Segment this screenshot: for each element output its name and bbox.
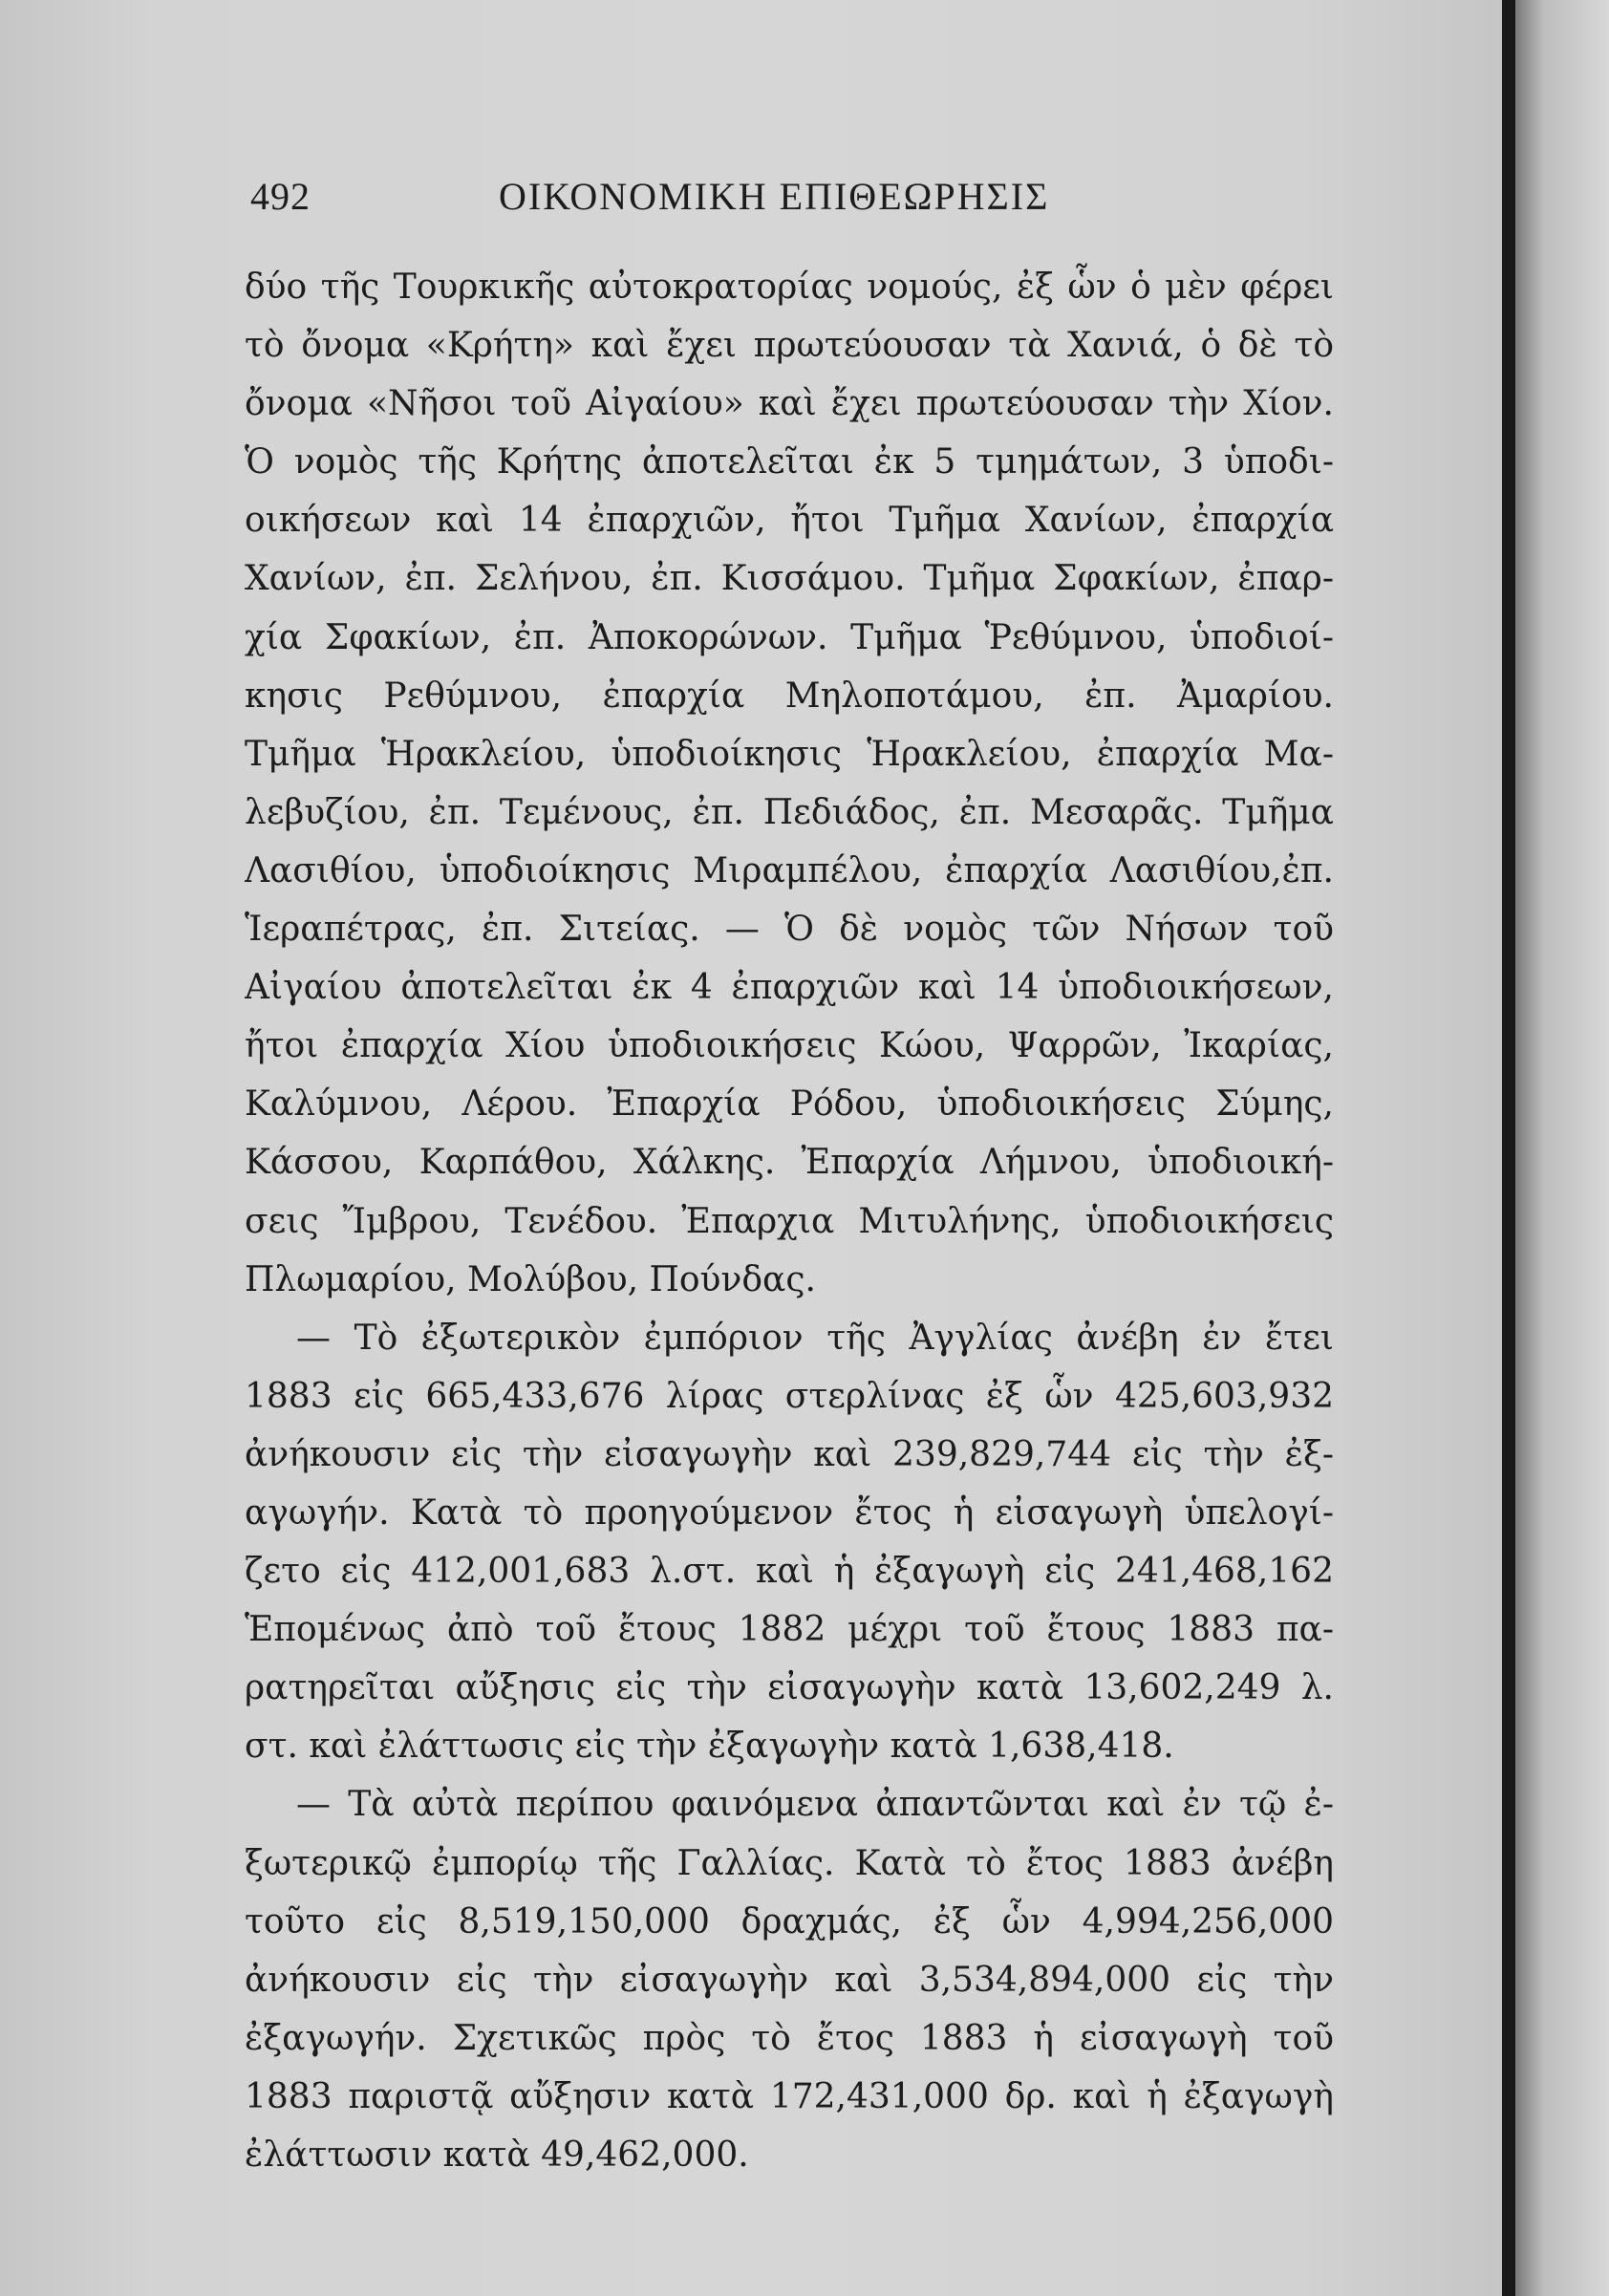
text-line: σεις Ἴμβρου, Τενέδου. Ἐπαρχια Μιτυλήνης, ὑποδιοικήσεις <box>245 1201 1334 1241</box>
text-line: ἀνήκουσιν εἰς τὴν εἰσαγωγὴν καὶ 239,829,744 εἰς τὴν ἐξ- <box>245 1434 1334 1474</box>
text-line: ἐλάττωσιν κατὰ 49,462,000. <box>245 2135 749 2175</box>
adjacent-page-edge <box>1515 0 1609 2296</box>
text-line: ζετο εἰς 412,001,683 λ.στ. καὶ ἡ ἐξαγωγὴ εἰς 241,468,162 <box>245 1552 1334 1592</box>
text-line: ἀνήκουσιν εἰς τὴν εἰσαγωγὴν καὶ 3,534,894,000 εἰς τὴν <box>245 1960 1334 2000</box>
text-line: κησις Ρεθύμνου, ἐπαρχία Μηλοποτάμου, ἐπ. Ἀμαρίου. <box>245 676 1334 716</box>
text-line: τοῦτο εἰς 8,519,150,000 δραχμάς, ἐξ ὧν 4,994,256,000 <box>245 1901 1334 1942</box>
text-line: αγωγήν. Κατὰ τὸ προηγούμενον ἔτος ἡ εἰσαγωγὴ ὑπελογί- <box>245 1492 1334 1533</box>
text-line: οικήσεων καὶ 14 ἐπαρχιῶν, ἤτοι Τμῆμα Χανίων, ἐπαρχία <box>245 501 1334 541</box>
text-line: ὄνομα «Νῆσοι τοῦ Αἰγαίου» καὶ ἔχει πρωτεύουσαν τὴν Χίον. <box>245 384 1334 424</box>
text-line: — Τὸ ἐξωτερικὸν ἐμπόριον τῆς Ἀγγλίας ἀνέβη ἐν ἔτει <box>296 1318 1334 1358</box>
text-line: δύο τῆς Τουρκικῆς αὐτοκρατορίας νομούς, ἐξ ὧν ὁ μὲν φέρει <box>245 268 1334 307</box>
text-line: χία Σφακίων, ἐπ. Ἀποκορώνων. Τμῆμα Ῥεθύμνου, ὑποδιοί- <box>245 617 1334 657</box>
text-line: Πλωμαρίου, Μολύβου, Πούνδας. <box>245 1259 816 1299</box>
text-line: τὸ ὄνομα «Κρήτη» καὶ ἔχει πρωτεύουσαν τὰ Χανιά, ὁ δὲ τὸ <box>245 326 1334 366</box>
text-line: στ. καὶ ἐλάττωσις εἰς τὴν ἐξαγωγὴν κατὰ 1,638,418. <box>245 1727 1174 1767</box>
text-line: Κάσσου, Καρπάθου, Χάλκης. Ἐπαρχία Λήμνου, ὑποδιοική- <box>245 1143 1334 1183</box>
text-line: 1883 εἰς 665,433,676 λίρας στερλίνας ἐξ ὧν 425,603,932 <box>245 1376 1334 1416</box>
running-title: ΟΙΚΟΝΟΜΙΚΗ ΕΠΙΘΕΩΡΗΣΙΣ <box>499 175 1050 218</box>
page-number: 492 <box>250 175 311 218</box>
text-line: Αἰγαίου ἀποτελεῖται ἐκ 4 ἐπαρχιῶν καὶ 14 ὑποδιοικήσεων, <box>245 968 1334 1008</box>
text-line: λεβυζίου, ἐπ. Τεμένους, ἐπ. Πεδιάδος, ἐπ. Μεσαρᾶς. Τμῆμα <box>245 792 1334 832</box>
text-line: Ἑπομένως ἀπὸ τοῦ ἔτους 1882 μέχρι τοῦ ἔτους 1883 πα- <box>245 1610 1334 1650</box>
text-line: Ὁ νομὸς τῆς Κρήτης ἀποτελεῖται ἐκ 5 τμημάτων, 3 ὑποδι- <box>245 442 1334 483</box>
text-line: 1883 παριστᾷ αὔξησιν κατὰ 172,431,000 δρ. καὶ ἡ ἐξαγωγὴ <box>245 2076 1334 2116</box>
page-header <box>250 174 1349 231</box>
text-line: Τμῆμα Ἡρακλείου, ὑποδιοίκησις Ἡρακλείου, ἐπαρχία Μα- <box>245 734 1334 774</box>
text-line: Ἱεραπέτρας, ἐπ. Σιτείας. — Ὁ δὲ νομὸς τῶν Νήσων τοῦ <box>245 910 1334 950</box>
text-line: Χανίων, ἐπ. Σελήνου, ἐπ. Κισσάμου. Τμῆμα Σφακίων, ἐπαρ- <box>245 559 1334 599</box>
book-spine-shadow <box>1502 0 1515 2296</box>
text-line: ἤτοι ἐπαρχία Χίου ὑποδιοικήσεις Κώου, Ψαρρῶν, Ἰκαρίας, <box>245 1026 1334 1066</box>
text-line: ξωτερικῷ ἐμπορίῳ τῆς Γαλλίας. Κατὰ τὸ ἔτος 1883 ἀνέβη <box>245 1843 1334 1883</box>
text-line: — Τὰ αὐτὰ περίπου φαινόμενα ἀπαντῶνται καὶ ἐν τῷ ἐ- <box>296 1785 1334 1825</box>
body-text <box>245 258 1334 2184</box>
text-line: ρατηρεῖται αὔξησις εἰς τὴν εἰσαγωγὴν κατὰ 13,602,249 λ. <box>245 1668 1334 1708</box>
text-line: Λασιθίου, ὑποδιοίκησις Μιραμπέλου, ἐπαρχία Λασιθίου,ἐπ. <box>245 850 1334 891</box>
text-line: ἐξαγωγήν. Σχετικῶς πρὸς τὸ ἔτος 1883 ἡ εἰσαγωγὴ τοῦ <box>245 2018 1334 2058</box>
text-line: Καλύμνου, Λέρου. Ἐπαρχία Ρόδου, ὑποδιοικήσεις Σύμης, <box>245 1084 1334 1125</box>
